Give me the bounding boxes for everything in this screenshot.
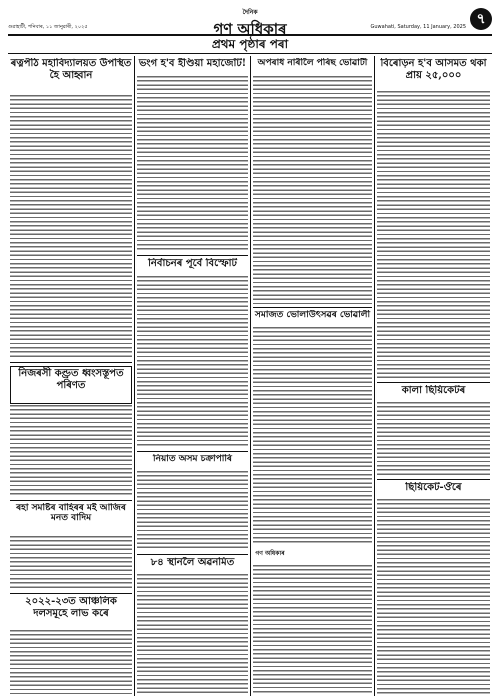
headline-col2-c: নিয়াত অসম চক্ৰাপাৰি bbox=[153, 454, 232, 464]
headline-col2-a: ভংগ হ'ব ইণ্ডিয়া মহাজোঁট! bbox=[138, 58, 247, 69]
masthead-date-left: গুৱাহাটী, শনিবাৰ, ১১ জানুৱাৰী, ২০২৫ bbox=[8, 24, 88, 30]
headline-col1-a: ৰত্নপীঠ মহাবিদ্যালয়ত উপস্থিত হৈ আহ্বান bbox=[10, 58, 132, 81]
article-divider bbox=[10, 593, 132, 594]
headline-col3-b: সমাজত ভোলাউৎসৱৰ ভোৱালী bbox=[254, 310, 371, 320]
column-divider bbox=[134, 56, 135, 696]
article-body bbox=[377, 91, 490, 379]
page-number: ৭ bbox=[470, 8, 492, 30]
page-banner: প্ৰথম পৃষ্ঠাৰ পৰা bbox=[211, 37, 289, 51]
article-divider bbox=[377, 479, 490, 480]
headline-col3-a: অপৰাধ নাৰীলৈ পৰিছ ভোৱাটী bbox=[257, 58, 368, 68]
article-body bbox=[253, 327, 372, 545]
headline-col4-b: কালা ছিঁয়িকেটৰ bbox=[401, 385, 466, 396]
column-divider bbox=[374, 56, 375, 696]
newspaper-name: গণ অধিকাৰ bbox=[213, 20, 287, 38]
headline-col2-b: নিৰ্বাচনৰ পূৰ্বে বিস্ফোট bbox=[148, 258, 237, 269]
column-divider bbox=[250, 56, 251, 696]
footer-logo: গণ অধিকাৰ bbox=[255, 550, 285, 557]
article-divider bbox=[10, 362, 132, 363]
headline-col4-a: বিৰোড়ন হ'ব আসমত থকা প্ৰায় ২৫,০০০ bbox=[380, 58, 487, 81]
masthead-date-right: Guwahati, Saturday, 11 January, 2025 bbox=[370, 24, 466, 30]
newspaper-subtitle: দৈনিক bbox=[242, 9, 258, 16]
article-body bbox=[137, 76, 248, 252]
article-body bbox=[137, 574, 248, 694]
article-divider bbox=[253, 307, 372, 308]
article-body bbox=[10, 405, 132, 497]
headline-col1-d: ২০২২-২৩ত আঞ্চলিক দলসমূহে লাভ কৰে bbox=[25, 596, 117, 619]
article-body bbox=[10, 536, 132, 590]
article-body bbox=[377, 499, 490, 694]
article-divider bbox=[137, 255, 248, 256]
headline-col1-b: নিজৰসী কণ্ড্ৰত ধ্বংসস্তূপত পৰিণত bbox=[10, 366, 132, 404]
article-divider bbox=[137, 451, 248, 452]
article-body bbox=[253, 76, 372, 304]
article-body bbox=[377, 402, 490, 476]
article-body bbox=[10, 95, 132, 359]
article-divider bbox=[377, 382, 490, 383]
masthead bbox=[8, 4, 492, 36]
article-body bbox=[253, 565, 372, 694]
article-body bbox=[137, 471, 248, 551]
article-body bbox=[137, 276, 248, 448]
headline-col4-c: ছিঁয়িকেট-ঔৰে bbox=[405, 482, 462, 493]
banner-rule bbox=[8, 53, 492, 54]
headline-col1-c: ৰহা সমষ্টিৰ বাহিৰৰ মই আজিৰ মনত বাদিম bbox=[16, 503, 126, 524]
article-divider bbox=[137, 554, 248, 555]
article-body bbox=[10, 630, 132, 694]
headline-col2-d: ৮৪ স্থানলৈ অৱনমিত bbox=[150, 557, 235, 568]
article-divider bbox=[10, 500, 132, 501]
